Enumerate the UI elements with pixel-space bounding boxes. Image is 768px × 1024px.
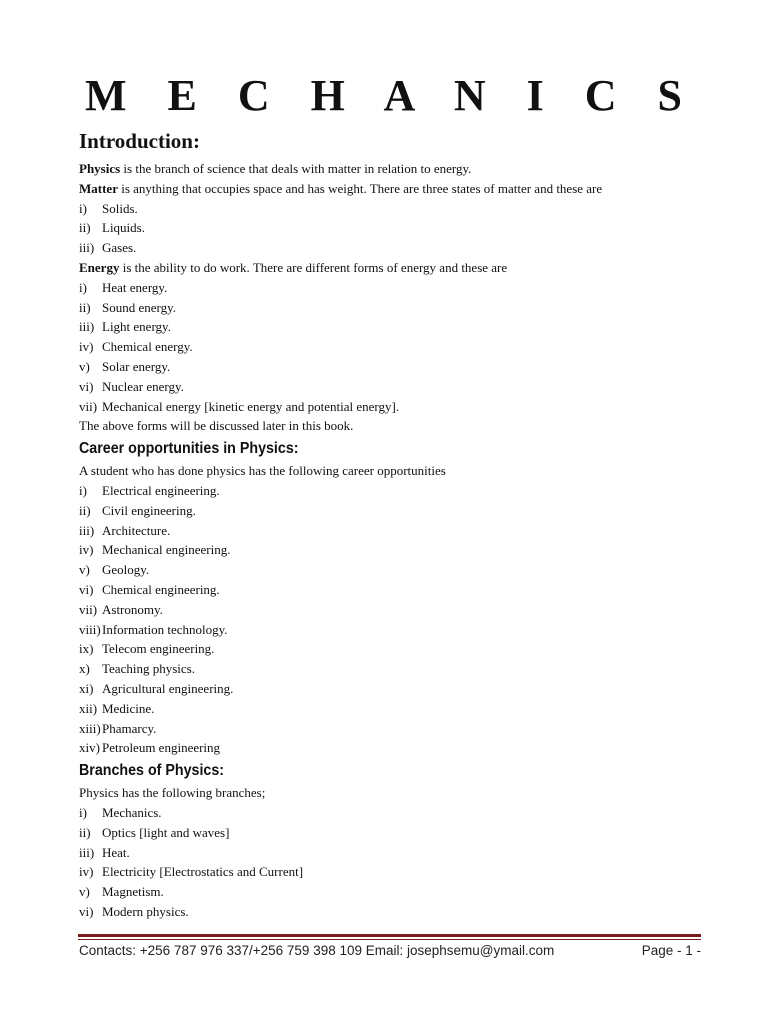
list-item-text: Petroleum engineering	[102, 740, 221, 756]
list-item	[79, 521, 719, 541]
list-item	[79, 699, 719, 719]
list-item	[79, 659, 719, 679]
physics-definition	[79, 159, 719, 179]
list-item-text: Heat energy.	[102, 279, 168, 295]
list-item	[79, 317, 719, 337]
list-item	[79, 560, 719, 580]
list-item-text: Modern physics.	[102, 903, 189, 919]
list-item-number: xiii)	[79, 720, 101, 736]
matter-definition-text: is anything that occupies space and has weight. There are three states of matter and these are	[117, 180, 603, 196]
list-item	[79, 600, 719, 620]
branches-list	[79, 803, 719, 922]
branches-heading: Branches of Physics:	[79, 762, 225, 780]
list-item-number: i)	[79, 200, 87, 216]
list-item-text: Mechanical engineering.	[102, 542, 231, 558]
list-item-text: Teaching physics.	[102, 661, 195, 677]
list-item-text: Agricultural engineering.	[102, 680, 234, 696]
list-item-number: xiv)	[79, 740, 100, 756]
list-item-number: iv)	[79, 339, 94, 355]
list-item-text: Solids.	[102, 200, 138, 216]
list-item-number: viii)	[79, 621, 101, 637]
list-item-text: Phamarcy.	[102, 720, 157, 736]
list-item	[79, 738, 719, 758]
energy-definition-text: is the ability to do work. There are different forms of energy and these are	[119, 259, 508, 275]
list-item	[79, 238, 719, 258]
list-item-text: Gases.	[102, 240, 137, 256]
career-list	[79, 481, 719, 758]
list-item-number: x)	[79, 661, 90, 677]
list-item-text: Astronomy.	[102, 601, 163, 617]
list-item	[79, 862, 719, 882]
list-item-number: vii)	[79, 601, 98, 617]
list-item-text: Chemical engineering.	[102, 581, 220, 597]
footer-divider-thin	[78, 939, 701, 940]
list-item-number: ii)	[79, 502, 91, 518]
list-item	[79, 397, 719, 417]
list-item	[79, 803, 719, 823]
energy-term: Energy	[79, 259, 120, 275]
list-item-text: Liquids.	[102, 220, 145, 236]
list-item	[79, 843, 719, 863]
document-body	[79, 127, 719, 922]
list-item-text: Chemical energy.	[102, 339, 193, 355]
list-item-number: v)	[79, 562, 90, 578]
branches-lead-text: Physics has the following branches;	[79, 785, 266, 801]
matter-states-list	[79, 199, 719, 258]
page-title: M E C H A N I C S	[85, 71, 697, 120]
list-item-number: v)	[79, 358, 90, 374]
list-item	[79, 719, 719, 739]
physics-definition-text: is the branch of science that deals with matter in relation to energy.	[120, 161, 472, 176]
list-item-number: xii)	[79, 700, 98, 716]
list-item-number: ii)	[79, 824, 91, 840]
list-item-text: Civil engineering.	[102, 502, 196, 518]
list-item-number: vi)	[79, 903, 94, 919]
list-item	[79, 620, 719, 640]
list-item-number: iv)	[79, 542, 94, 558]
list-item-text: Geology.	[102, 562, 150, 578]
list-item-number: vi)	[79, 378, 94, 394]
matter-definition	[79, 179, 719, 199]
list-item-text: Mechanical energy [kinetic energy and potential energy].	[102, 398, 400, 414]
list-item	[79, 823, 719, 843]
list-item-text: Medicine.	[102, 700, 155, 716]
list-item-text: Light energy.	[102, 319, 171, 335]
list-item-number: xi)	[79, 680, 94, 696]
list-item	[79, 639, 719, 659]
footer-contacts: Contacts: +256 787 976 337/+256 759 398 109 Email: josephsemu@ymail.com	[79, 943, 555, 958]
list-item-number: ii)	[79, 299, 91, 315]
list-item	[79, 357, 719, 377]
list-item	[79, 882, 719, 902]
list-item-text: Electrical engineering.	[102, 482, 220, 498]
list-item	[79, 679, 719, 699]
list-item	[79, 481, 719, 501]
list-item	[79, 337, 719, 357]
list-item-number: iii)	[79, 240, 95, 256]
list-item	[79, 218, 719, 238]
list-item-text: Information technology.	[102, 621, 228, 637]
physics-term: Physics	[79, 161, 121, 176]
page-number: Page - 1 -	[641, 943, 701, 958]
energy-forms-list	[79, 278, 719, 417]
matter-term: Matter	[79, 180, 118, 196]
list-item-number: iii)	[79, 319, 95, 335]
list-item-number: iv)	[79, 864, 94, 880]
list-item	[79, 540, 719, 560]
list-item	[79, 278, 719, 298]
list-item	[79, 580, 719, 600]
list-item-number: i)	[79, 482, 87, 498]
list-item-text: Electricity [Electrostatics and Current]	[102, 864, 304, 880]
list-item-number: v)	[79, 884, 90, 900]
list-item	[79, 298, 719, 318]
list-item-number: iii)	[79, 522, 95, 538]
list-item-text: Optics [light and waves]	[102, 824, 230, 840]
list-item	[79, 377, 719, 397]
list-item-text: Telecom engineering.	[102, 641, 215, 657]
career-opportunities-heading: Career opportunities in Physics:	[79, 440, 299, 458]
list-item	[79, 199, 719, 219]
list-item-text: Mechanics.	[102, 804, 162, 820]
introduction-heading: Introduction:	[79, 129, 200, 153]
career-lead-text: A student who has done physics has the following career opportunities	[79, 463, 446, 479]
energy-definition	[79, 258, 719, 278]
list-item-text: Sound energy.	[102, 299, 177, 315]
page-footer	[79, 941, 701, 961]
list-item	[79, 902, 719, 922]
list-item-number: ii)	[79, 220, 91, 236]
list-item-number: vii)	[79, 398, 98, 414]
list-item-text: Magnetism.	[102, 884, 164, 900]
list-item-text: Architecture.	[102, 522, 171, 538]
list-item	[79, 501, 719, 521]
list-item-text: Nuclear energy.	[102, 378, 184, 394]
list-item-number: iii)	[79, 844, 95, 860]
footer-divider-thick	[78, 934, 701, 937]
energy-closing-note: The above forms will be discussed later in this book.	[79, 418, 354, 434]
list-item-text: Heat.	[102, 844, 130, 860]
list-item-number: vi)	[79, 581, 94, 597]
list-item-number: i)	[79, 804, 87, 820]
list-item-number: i)	[79, 279, 87, 295]
list-item-number: ix)	[79, 641, 94, 657]
list-item-text: Solar energy.	[102, 358, 171, 374]
